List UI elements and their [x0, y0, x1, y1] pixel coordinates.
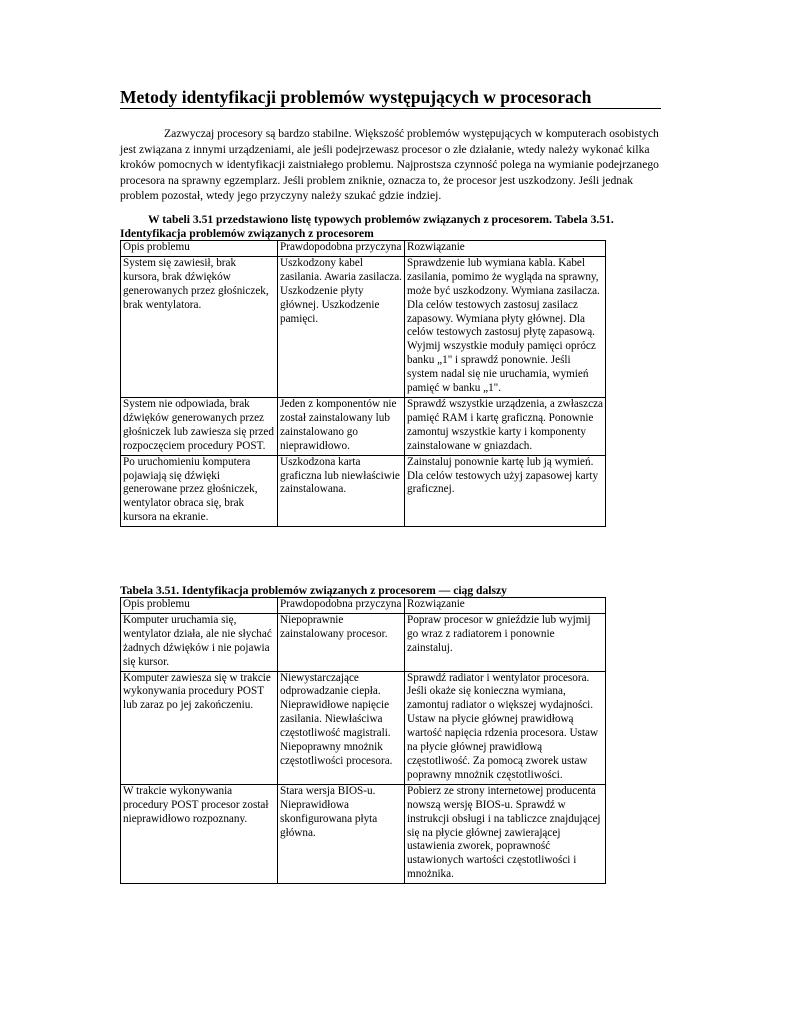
problem-cell: System nie odpowiada, brak dźwięków generowanych przez głośniczek lub zawiesza się przed rozpoczęciem procedury POST.: [121, 397, 278, 455]
table-row: [121, 613, 606, 671]
solution-cell: Sprawdź radiator i wentylator procesora. Jeśli okaże się konieczna wymiana, zamontuj radiator o większej wydajności. Ustaw na płycie głównej prawidłową wartość napięcia rdzenia procesora. Ustaw na płycie głównej prawidłową częstotliwość. Za pomocą zworek ustaw poprawny mnożnik częstotliwości.: [405, 671, 606, 784]
table-row: [121, 671, 606, 784]
table-header-row: [121, 241, 606, 257]
problems-table: [120, 240, 606, 527]
intro-paragraph: [120, 126, 660, 204]
solution-cell: Pobierz ze strony internetowej producenta nowszą wersję BIOS-u. Sprawdź w instrukcji obsługi i na tabliczce znajdującej się na płycie głównej zawierającej ustawienia zworek, poprawność ustawionych wartości częstotliwości i mnożnika.: [405, 784, 606, 883]
problem-cell: System się zawiesił, brak kursora, brak dźwięków generowanych przez głośniczek, brak wentylatora.: [121, 256, 278, 397]
table-continued-caption: Tabela 3.51. Identyfikacja problemów związanych z procesorem — ciąg dalszy: [120, 584, 507, 597]
problem-cell: Komputer zawiesza się w trakcie wykonywania procedury POST lub zaraz po jej zakończeniu.: [121, 671, 278, 784]
cause-cell: Jeden z komponentów nie został zainstalowany lub zainstalowano go nieprawidłowo.: [278, 397, 405, 455]
intro-text: Zazwyczaj procesory są bardzo stabilne. Większość problemów występujących w komputerach osobistych jest związana z innymi urządzeniami, ale jeśli podejrzewasz procesor o złe działanie, wtedy należy wykonać kilka kroków pomocnych w identyfikacji zaistniałego problemu. Najprostsza czynność polega na wymianie podejrzanego procesora na sprawny egzemplarz. Jeśli problem zniknie, oznacza to, że procesor jest uszkodzony. Jeśli jednak problem pozostał, wtedy jego przyczyny należy szukać gdzie indziej.: [120, 127, 659, 203]
table-row: [121, 256, 606, 397]
problem-cell: Komputer uruchamia się, wentylator działa, ale nie słychać żadnych dźwięków i nie pojawia się kursor.: [121, 613, 278, 671]
cause-cell: Uszkodzona karta graficzna lub niewłaściwie zainstalowana.: [278, 455, 405, 527]
header-problem: Opis problemu: [121, 241, 278, 257]
table-row: [121, 784, 606, 883]
solution-cell: Sprawdzenie lub wymiana kabla. Kabel zasilania, pomimo że wygląda na sprawny, może być uszkodzony. Wymiana zasilacza. Dla celów testowych zastosuj zasilacz zapasowy. Wymiana płyty głównej. Dla celów testowych zastosuj płytę zapasową. Wyjmij wszystkie moduły pamięci oprócz banku „1" i sprawdź ponownie. Jeśli system nadal się nie uruchamia, wymień pamięć w banku „1".: [405, 256, 606, 397]
problems-table-continued: [120, 597, 606, 884]
table-caption-text: W tabeli 3.51 przedstawiono listę typowych problemów związanych z procesorem. Tabela 3.51. Identyfikacja problemów związanych z procesorem: [120, 213, 614, 240]
cause-cell: Uszkodzony kabel zasilania. Awaria zasilacza. Uszkodzenie płyty głównej. Uszkodzenie pamięci.: [278, 256, 405, 397]
problem-cell: W trakcie wykonywania procedury POST procesor został nieprawidłowo rozpoznany.: [121, 784, 278, 883]
cause-cell: Stara wersja BIOS-u. Nieprawidłowa skonfigurowana płyta główna.: [278, 784, 405, 883]
table-row: [121, 397, 606, 455]
page-title: Metody identyfikacji problemów występujących w procesorach: [120, 87, 592, 107]
header-cause: Prawdopodobna przyczyna: [278, 241, 405, 257]
title-divider: [120, 108, 661, 109]
table-row: [121, 455, 606, 527]
solution-cell: Zainstaluj ponownie kartę lub ją wymień. Dla celów testowych użyj zapasowej karty graficznej.: [405, 455, 606, 527]
solution-cell: Sprawdź wszystkie urządzenia, a zwłaszcza pamięć RAM i kartę graficzną. Ponownie zamontuj wszystkie karty i komponenty zainstalowane w gniazdach.: [405, 397, 606, 455]
cause-cell: Niepoprawnie zainstalowany procesor.: [278, 613, 405, 671]
header-solution: Rozwiązanie: [405, 598, 606, 614]
header-cause: Prawdopodobna przyczyna: [278, 598, 405, 614]
table-header-row: [121, 598, 606, 614]
problem-cell: Po uruchomieniu komputera pojawiają się dźwięki generowane przez głośniczek, wentylator obraca się, brak kursora na ekranie.: [121, 455, 278, 527]
header-solution: Rozwiązanie: [405, 241, 606, 257]
cause-cell: Niewystarczające odprowadzanie ciepła. Nieprawidłowe napięcie zasilania. Niewłaściwa częstotliwość magistrali. Niepoprawny mnożnik częstotliwości procesora.: [278, 671, 405, 784]
header-problem: Opis problemu: [121, 598, 278, 614]
solution-cell: Popraw procesor w gnieździe lub wyjmij go wraz z radiatorem i ponownie zainstaluj.: [405, 613, 606, 671]
table-caption: [120, 213, 665, 240]
